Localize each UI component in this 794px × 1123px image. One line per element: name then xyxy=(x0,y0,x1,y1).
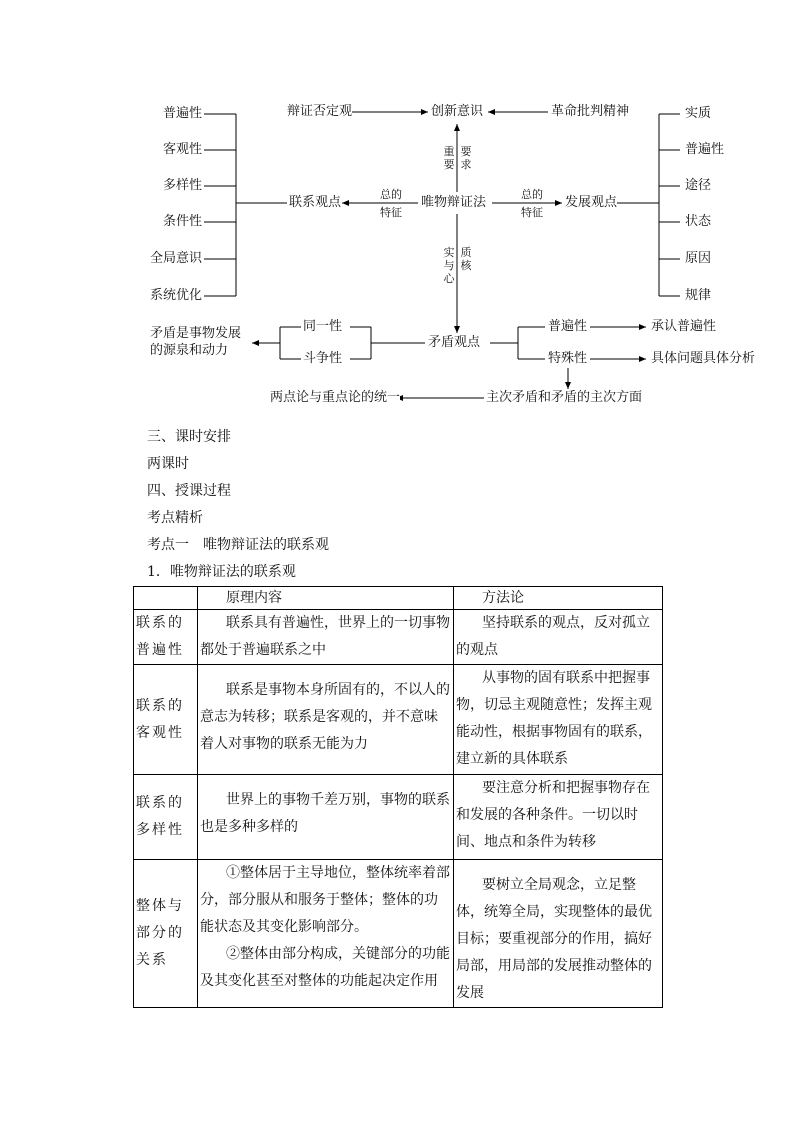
node-acknowledge: 承认普遍性 xyxy=(651,319,717,334)
edge-label-right-top: 总的 xyxy=(521,188,543,201)
node-unity: 两点论与重点论的统一 xyxy=(270,390,401,405)
table-row xyxy=(134,610,663,665)
right-item-state: 状态 xyxy=(685,214,712,229)
class-hours: 两课时 xyxy=(147,456,189,472)
left-item-overall-awareness: 全局意识 xyxy=(150,251,203,266)
row-method: 要注意分析和把握事物存在和发展的各种条件。一切以时间、地点和条件为转移 xyxy=(456,780,650,850)
edge-label-requirement: 要求 xyxy=(460,145,472,171)
node-contradiction: 矛盾观点 xyxy=(428,335,481,350)
node-connection: 联系观点 xyxy=(289,195,342,210)
node-source-line2: 的源泉和动力 xyxy=(150,343,229,358)
row-method: 从事物的固有联系中把握事物，切忌主观随意性；发挥主观能动性，根据事物固有的联系，建立新的具体联系 xyxy=(456,670,652,767)
row-method: 坚持联系的观点，反对孤立的观点 xyxy=(456,615,650,658)
row-name: 整体与部分的关系 xyxy=(134,860,198,1008)
left-item-conditionality: 条件性 xyxy=(163,214,203,229)
left-item-system-optimization: 系统优化 xyxy=(150,288,203,303)
table-row xyxy=(134,775,663,860)
edge-label-right-bottom: 特征 xyxy=(521,206,543,219)
right-item-essence: 实质 xyxy=(685,106,712,121)
edge-label-core: 质核 xyxy=(460,246,472,272)
right-item-cause: 原因 xyxy=(685,251,712,266)
row-name: 联系的多样性 xyxy=(134,775,198,860)
row-content-part-2: ②整体由部分构成，关键部分的功能及其变化甚至对整体的功能起决定作用 xyxy=(200,946,450,989)
node-revolutionary-spirit: 革命批判精神 xyxy=(551,104,630,119)
edge-label-left-top: 总的 xyxy=(380,188,402,201)
row-content: 世界上的事物千差万别，事物的联系也是多种多样的 xyxy=(200,792,450,835)
header-principle: 原理内容 xyxy=(198,587,454,610)
node-dialectical-negation: 辩证否定观 xyxy=(287,104,353,119)
body-text xyxy=(147,424,329,586)
point-one-heading: 考点一 唯物辩证法的联系观 xyxy=(147,537,329,553)
connection-table xyxy=(133,586,663,1008)
node-principal-contradiction: 主次矛盾和矛盾的主次方面 xyxy=(486,390,643,405)
node-concrete-analysis: 具体问题具体分析 xyxy=(651,351,756,366)
section-process-heading: 四、授课过程 xyxy=(147,483,231,499)
node-contradiction-universality: 普遍性 xyxy=(548,319,588,334)
edge-label-left-bottom: 特征 xyxy=(380,206,402,219)
node-development: 发展观点 xyxy=(565,195,618,210)
edge-label-essence: 实与心 xyxy=(443,246,455,285)
section-schedule-heading: 三、课时安排 xyxy=(147,429,231,445)
header-methodology: 方法论 xyxy=(454,587,663,610)
table-row xyxy=(134,665,663,775)
left-item-universality: 普遍性 xyxy=(163,106,203,121)
node-source-line1: 矛盾是事物发展 xyxy=(150,326,242,341)
node-particularity: 特殊性 xyxy=(548,351,588,366)
row-name: 联系的客观性 xyxy=(134,665,198,775)
node-dialectics: 唯物辩证法 xyxy=(421,195,487,210)
node-innovation: 创新意识 xyxy=(431,104,484,119)
header-empty xyxy=(134,587,198,610)
concept-map xyxy=(0,0,794,420)
row-name: 联系的普遍性 xyxy=(134,610,198,665)
right-item-universality: 普遍性 xyxy=(685,142,725,157)
row-method: 要树立全局观念，立足整体，统筹全局，实现整体的最优目标；要重视部分的作用，搞好局部，用局部的发展推动整体的发展 xyxy=(456,877,652,1001)
node-identity: 同一性 xyxy=(303,319,343,334)
item-one-heading: 1．唯物辩证法的联系观 xyxy=(147,564,296,580)
left-item-diversity: 多样性 xyxy=(163,178,203,193)
table-row xyxy=(134,860,663,1008)
table-header-row xyxy=(134,587,663,610)
right-item-path: 途径 xyxy=(685,178,712,193)
analysis-heading: 考点精析 xyxy=(147,510,203,526)
edge-label-important: 重要 xyxy=(443,145,455,171)
row-content-part-1: ①整体居于主导地位，整体统率着部分，部分服从和服务于整体；整体的功能状态及其变化影响部分。 xyxy=(200,865,450,935)
node-struggle: 斗争性 xyxy=(303,351,343,366)
row-content: 联系是事物本身所固有的，不以人的意志为转移；联系是客观的，并不意味着人对事物的联系无能为力 xyxy=(200,682,450,752)
right-item-law: 规律 xyxy=(685,288,712,303)
row-content: 联系具有普遍性，世界上的一切事物都处于普遍联系之中 xyxy=(200,615,450,658)
left-item-objectivity: 客观性 xyxy=(163,142,203,157)
